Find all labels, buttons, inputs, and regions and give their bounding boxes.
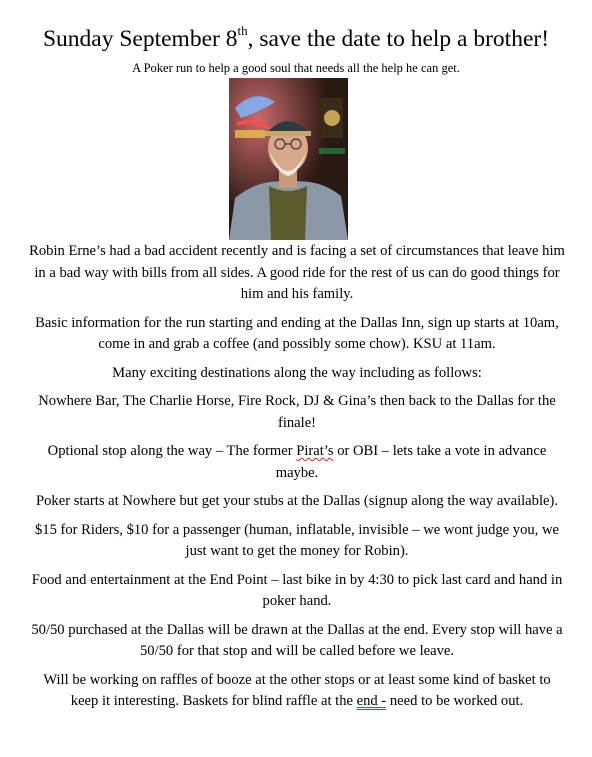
title-superscript: th: [237, 23, 248, 38]
paragraph-food: Food and entertainment at the End Point – last bike in by 4:30 to pick last card and hand in poker hand.: [31, 571, 563, 609]
raffles-text-rest: need to be worked out.: [386, 693, 524, 709]
paragraph-poker-start: Poker starts at Nowhere but get your stubs at the Dallas (signup along the way available).: [36, 493, 558, 509]
portrait-photo-icon: [229, 78, 348, 240]
paragraph-accident: Robin Erne’s had a bad accident recently and is facing a set of circumstances that leave him in a bad way with bills from all sides. A good ride for the rest of us can do good things for him and his family.: [29, 243, 565, 302]
title-text: Sunday September 8: [42, 25, 238, 52]
paragraph-basic-info: Basic information for the run starting and ending at the Dallas Inn, sign up starts at 10am, come in and grab a coffee (and possibly some chow). KSU at 11am.: [35, 314, 559, 352]
grammar-flagged-text: end -: [356, 693, 387, 709]
optional-stop-text: Optional stop along the way – The former: [47, 443, 297, 459]
raffles-text: Will be working on raffles of booze at the other stops or at least some kind of basket to keep it interesting. Baskets for blind raffle at the: [43, 671, 551, 709]
flyer-body: [28, 241, 566, 720]
paragraph-destinations-intro: Many exciting destinations along the way including as follows:: [112, 364, 482, 381]
paragraph-destinations: Nowhere Bar, The Charlie Horse, Fire Rock, DJ & Gina’s then back to the Dallas for the finale!: [38, 393, 556, 431]
paragraph-50-50: 50/50 purchased at the Dallas will be drawn at the Dallas at the end. Every stop will have a 50/50 for that stop and will be called before we leave.: [31, 621, 563, 659]
optional-stop-text-rest: or OBI – lets take a vote in advance maybe.: [275, 443, 547, 481]
paragraph-raffles: [28, 670, 566, 713]
flyer-title: [0, 18, 592, 54]
paragraph-pricing: $15 for Riders, $10 for a passenger (human, inflatable, invisible – we wont judge you, we just want to get the money for Robin).: [34, 521, 560, 559]
paragraph-optional-stop: [28, 441, 566, 484]
flyer-subtitle: A Poker run to help a good soul that needs all the help he can get.: [132, 61, 460, 75]
title-text-rest: , save the date to help a brother!: [247, 25, 550, 52]
spellcheck-flagged-word: Pirat’s: [296, 443, 334, 459]
portrait-photo: [229, 78, 348, 240]
